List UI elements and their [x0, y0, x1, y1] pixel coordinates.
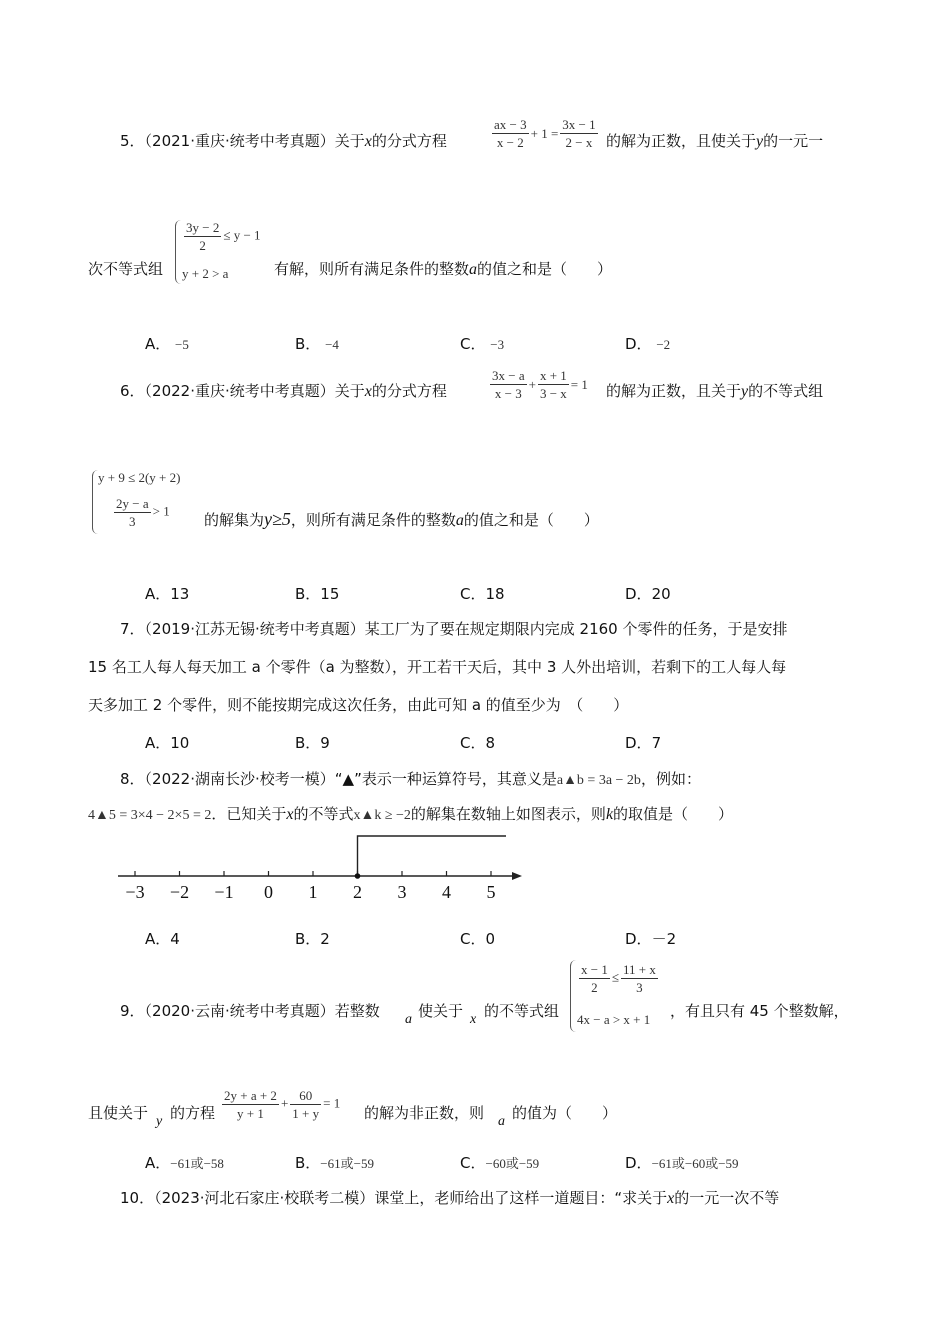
q9-system-brace: [570, 960, 577, 1032]
q9-text-7: 的解为非正数，则: [364, 1104, 485, 1122]
q9-text-4: ，有且只有 45 个整数解，: [670, 1002, 849, 1020]
q5-option-b[interactable]: B． −4: [295, 335, 339, 353]
q5-equation: $\frac{ax - 3}{x - 2}$ + 1 = $\frac{3x - 1}{2 - x}$: [494, 117, 596, 150]
number-line-tick-label: −2: [169, 882, 190, 902]
q9-system-ineq-1: $\frac{x - 1}{2}$ ≤ $\frac{11 + x}{3}$: [581, 962, 656, 995]
q9-text-6: 的方程: [170, 1104, 216, 1122]
q8-option-d[interactable]: D．－2: [625, 930, 677, 948]
q9-text-5: 且使关于: [88, 1104, 149, 1122]
number-line-tick-label: 3: [397, 882, 407, 902]
q8-option-c[interactable]: C．0: [460, 930, 496, 948]
q6-line-2: 的解集为y≥5，则所有满足条件的整数a的值之和是（ ）: [204, 509, 599, 529]
number-line-tick-label: 5: [486, 882, 496, 902]
q6-option-d[interactable]: D．20: [625, 585, 671, 603]
q9-option-d[interactable]: D．−61或−60或−59: [625, 1154, 739, 1172]
q7-line-2: 15 名工人每人每天加工 a 个零件（a 为整数），开工若干天后，其中 3 人外出培训，若剩下的工人每人每: [88, 658, 787, 676]
q9-system-ineq-2: 4x − a > x + 1: [577, 1012, 651, 1027]
q6-line-1b: 的解为正数，且关于y的不等式组: [606, 382, 824, 400]
solution-endpoint-dot: [355, 873, 361, 879]
q8-option-b[interactable]: B．2: [295, 930, 330, 948]
q9-var-x: x: [470, 1012, 477, 1027]
q5-system-ineq-2: y + 2 > a: [182, 266, 229, 281]
q9-text-8: 的值为（ ）: [512, 1104, 618, 1122]
q6-option-c[interactable]: C．18: [460, 585, 505, 603]
q9-option-c[interactable]: C．−60或−59: [460, 1154, 540, 1172]
q9-option-b[interactable]: B．−61或−59: [295, 1154, 374, 1172]
q5-option-a[interactable]: A． −5: [145, 335, 189, 353]
number-line-tick-label: −3: [125, 882, 145, 902]
q5-line-2b: 有解，则所有满足条件的整数a的值之和是（ ）: [274, 260, 613, 278]
q9-var-a2: a: [498, 1114, 505, 1129]
q7-option-a[interactable]: A．10: [145, 734, 190, 752]
q5-system-ineq-1: $\frac{3y - 2}{2}$ ≤ y − 1: [186, 220, 261, 253]
number-line-arrow: [512, 872, 522, 880]
q6-option-b[interactable]: B．15: [295, 585, 340, 603]
solution-set-bracket: [358, 836, 507, 876]
q6-option-a[interactable]: A．13: [145, 585, 190, 603]
number-line-tick-label: 1: [308, 882, 318, 902]
q9-equation: $\frac{2y + a + 2}{y + 1}$ + $\frac{60}{1 + y}$ = 1: [224, 1088, 341, 1121]
q8-option-a[interactable]: A．4: [145, 930, 180, 948]
q8-line-2: 4▲5 = 3×4 − 2×5 = 2．已知关于x的不等式x▲k ≥ −2的解集在数轴上如图表示，则k的取值是（ ）: [88, 805, 734, 823]
q9-text-3: 的不等式组: [484, 1002, 560, 1020]
q9-var-y: y: [156, 1114, 163, 1129]
number-line-tick-label: 0: [264, 882, 273, 902]
number-line-tick-label: 2: [353, 882, 362, 902]
q7-option-c[interactable]: C．8: [460, 734, 496, 752]
q9-line-1: 9．（2020·云南·统考中考真题）若整数: [120, 1002, 380, 1020]
q7-option-d[interactable]: D．7: [625, 734, 662, 752]
number-line-tick-label: 4: [442, 882, 451, 902]
q10-line-1: 10．（2023·河北石家庄·校联考二模）课堂上，老师给出了这样一道题目：“求关于x的一元一次不等: [120, 1189, 780, 1207]
q9-var-a: a: [405, 1012, 412, 1027]
q7-line-3: 天多加工 2 个零件，则不能按期完成这次任务，由此可知 a 的值至少为 （ ）: [88, 696, 629, 714]
q8-line-1: 8．（2022·湖南长沙·校考一模）“▲”表示一种运算符号，其意义是a▲b = 3a − 2b，例如：: [120, 770, 701, 788]
number-line-tick-label: −1: [214, 882, 234, 902]
q7-line-1: 7．（2019·江苏无锡·统考中考真题）某工厂为了要在规定期限内完成 2160 个零件的任务，于是安排: [120, 620, 788, 638]
q6-system-ineq-2: $\frac{2y - a}{3}$ > 1: [116, 496, 170, 529]
q9-text-2: 使关于: [418, 1002, 464, 1020]
number-line-figure: [110, 828, 540, 908]
q5-option-c[interactable]: C． −3: [460, 335, 505, 353]
q7-option-b[interactable]: B．9: [295, 734, 330, 752]
q5-option-d[interactable]: D． −2: [625, 335, 671, 353]
q6-equation: $\frac{3x - a}{x - 3}$ + $\frac{x + 1}{3 - x}$ = 1: [492, 368, 588, 401]
q5-line-1b: 的解为正数，且使关于y的一元一: [606, 132, 824, 150]
q9-option-a[interactable]: A．−61或−58: [145, 1154, 224, 1172]
q5-line-2a: 次不等式组: [88, 260, 164, 278]
q6-line-1: 6．（2022·重庆·统考中考真题）关于x的分式方程: [120, 382, 447, 400]
q5-system-brace: [175, 220, 182, 284]
q6-system-ineq-1: y + 9 ≤ 2(y + 2): [98, 470, 181, 485]
q5-line-1: 5．（2021·重庆·统考中考真题）关于x的分式方程: [120, 132, 447, 150]
